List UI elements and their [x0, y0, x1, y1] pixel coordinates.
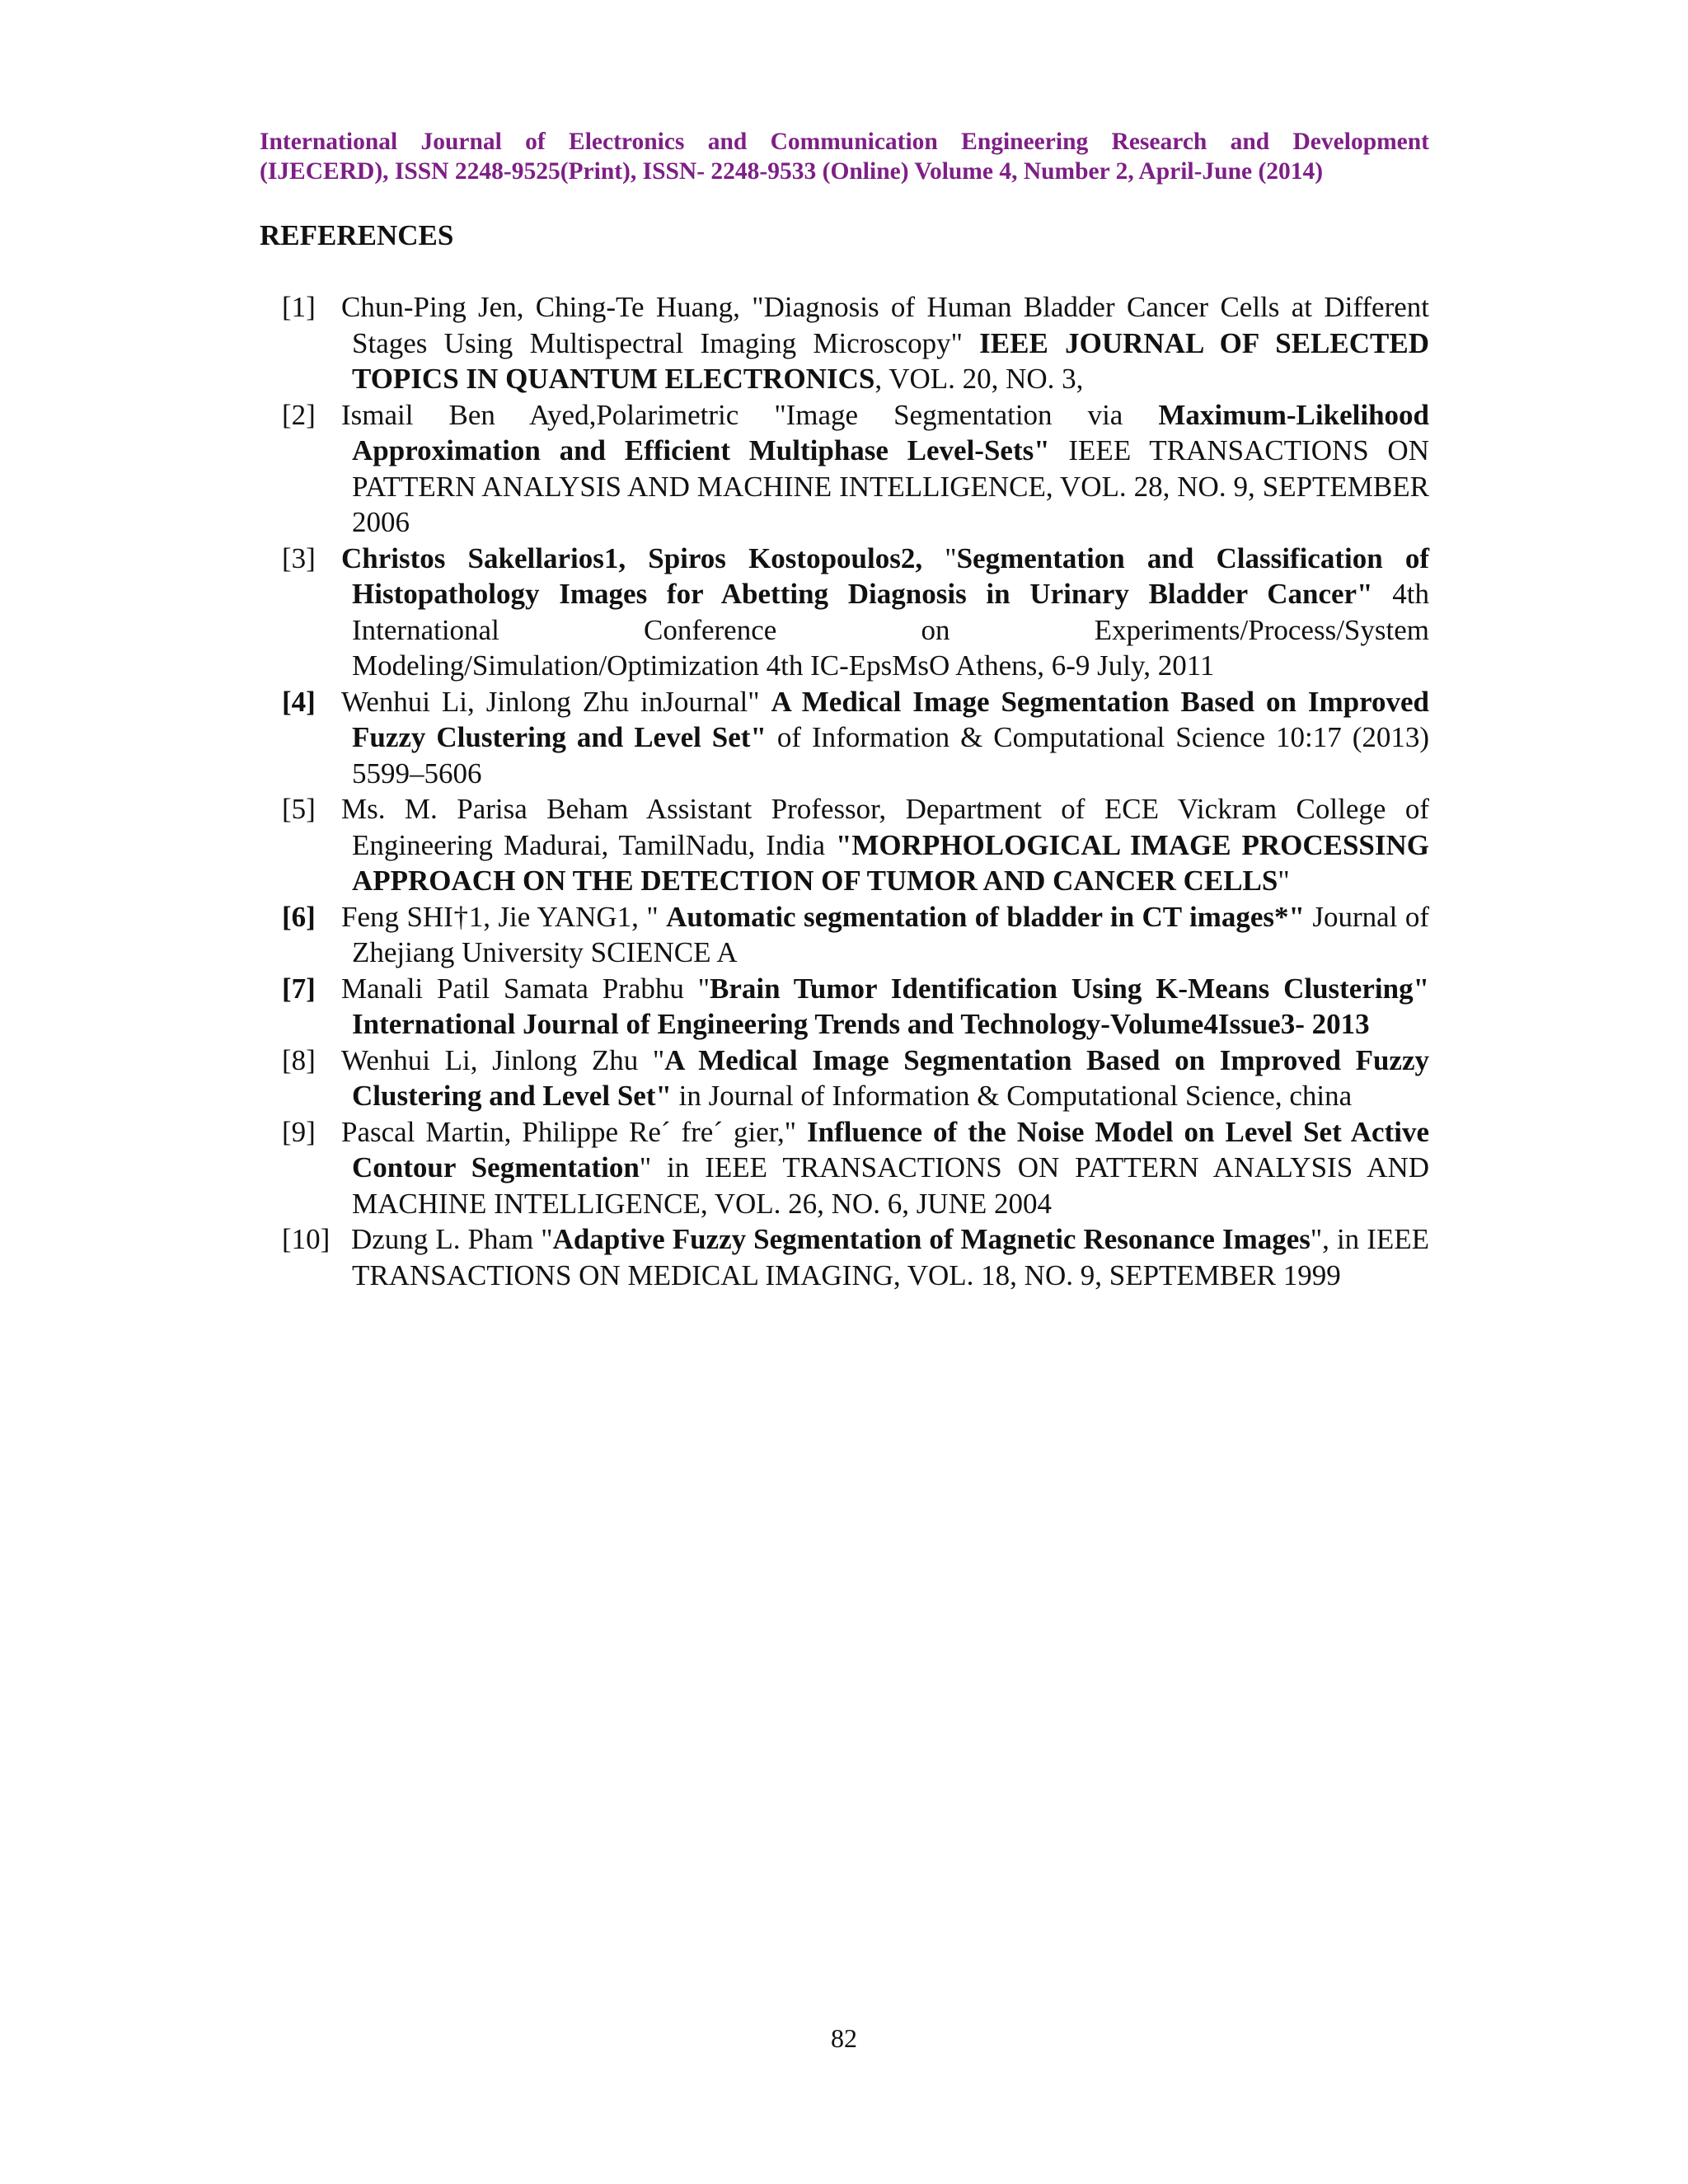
- reference-text-bold: Segmentation and Classification of Histopathology Images for Abetting Diagnosis in Urinary Bladder Cancer": [352, 541, 1429, 610]
- reference-item: [282, 684, 1429, 792]
- reference-text-bold: Influence of the Noise Model on Level Set Active Contour Segmentation: [352, 1115, 1429, 1183]
- reference-text-segment: Chun-Ping Jen, Ching-Te Huang, "Diagnosis of Human Bladder Cancer Cells at Different Stages Using Multispectral Imaging Microscopy": [341, 291, 1429, 359]
- reference-text-segment: Ms. M. Parisa Beham Assistant Professor, Department of ECE Vickram College of Engineering Madurai, TamilNadu, India: [341, 793, 1429, 861]
- reference-text-segment: Journal of Zhejiang University SCIENCE A: [352, 900, 1429, 968]
- reference-text-bold: IEEE JOURNAL OF SELECTED TOPICS IN QUANTUM ELECTRONICS: [352, 326, 1429, 395]
- reference-text-segment: Wenhui Li, Jinlong Zhu ": [341, 1043, 665, 1076]
- reference-text: [341, 1043, 1429, 1114]
- reference-item: [282, 971, 1429, 1043]
- reference-text-segment: in Journal of Information & Computational Science, china: [671, 1080, 1353, 1112]
- reference-text-segment: ": [922, 541, 957, 574]
- reference-item: [282, 899, 1429, 971]
- reference-item: [282, 1114, 1429, 1222]
- reference-number: [3]: [282, 541, 316, 574]
- reference-text: [341, 1114, 1429, 1222]
- reference-number: [2]: [282, 398, 316, 431]
- reference-text-segment: Wenhui Li, Jinlong Zhu inJournal": [341, 685, 771, 718]
- reference-number: [5]: [282, 793, 316, 825]
- reference-text-bold: A Medical Image Segmentation Based on Improved Fuzzy Clustering and Level Set": [352, 685, 1429, 753]
- reference-text: [341, 289, 1429, 397]
- reference-item: [282, 541, 1429, 684]
- reference-text-bold: A Medical Image Segmentation Based on Improved Fuzzy Clustering and Level Set": [352, 1043, 1429, 1112]
- reference-text-segment: IEEE TRANSACTIONS ON PATTERN ANALYSIS AND MACHINE INTELLIGENCE, VOL. 28, NO. 9, SEPTEMBER 2006: [352, 434, 1429, 538]
- reference-number: [9]: [282, 1115, 316, 1148]
- reference-text: [341, 397, 1429, 541]
- reference-number: [7]: [282, 972, 316, 1005]
- reference-item: [282, 289, 1429, 397]
- reference-item: [282, 1043, 1429, 1114]
- reference-text-bold: "MORPHOLOGICAL IMAGE PROCESSING APPROACH ON THE DETECTION OF TUMOR AND CANCER CELLS: [352, 828, 1429, 897]
- reference-number: [4]: [282, 685, 316, 718]
- reference-text-segment: " in IEEE TRANSACTIONS ON PATTERN ANALYSIS AND MACHINE INTELLIGENCE, VOL. 26, NO. 6, JUNE 2004: [352, 1151, 1429, 1220]
- reference-text: [341, 684, 1430, 792]
- reference-text: [341, 541, 1429, 684]
- reference-text-segment: , VOL. 20, NO. 3,: [874, 363, 1084, 395]
- reference-text-segment: ", in IEEE TRANSACTIONS ON MEDICAL IMAGING, VOL. 18, NO. 9, SEPTEMBER 1999: [352, 1223, 1430, 1291]
- reference-text-bold: Adaptive Fuzzy Segmentation of Magnetic Resonance Images: [552, 1223, 1311, 1255]
- reference-text: [341, 971, 1429, 1043]
- reference-text-segment: Dzung L. Pham ": [351, 1223, 553, 1255]
- reference-text-bold: Maximum-Likelihood Approximation and Efficient Multiphase Level-Sets": [352, 398, 1429, 466]
- journal-header: [260, 127, 1429, 186]
- reference-text-bold: Brain Tumor Identification Using K-Means Clustering" International Journal of Engineering Trends and Technology-Volume4Issue3- 2013: [352, 972, 1429, 1040]
- reference-text-segment: 4th International Conference on Experiments/Process/System Modeling/Simulation/Optimization 4th IC-EpsMsO Athens, 6-9 July, 2011: [352, 578, 1429, 682]
- reference-text-segment: Manali Patil Samata Prabhu ": [341, 972, 710, 1005]
- reference-text-segment: Feng SHI†1, Jie YANG1, ": [341, 900, 667, 933]
- reference-text-segment: ": [1278, 865, 1290, 897]
- reference-item: [282, 791, 1429, 899]
- reference-text-segment: of Information & Computational Science 10:17 (2013) 5599–5606: [352, 721, 1430, 790]
- reference-text-segment: Pascal Martin, Philippe Re´ fre´ gier,": [341, 1115, 807, 1148]
- reference-text: [341, 899, 1429, 971]
- section-title: REFERENCES: [260, 219, 454, 251]
- reference-text: [341, 791, 1429, 899]
- reference-text: [352, 1221, 1429, 1293]
- reference-list: [282, 289, 1429, 1293]
- reference-item: [282, 1221, 1429, 1293]
- reference-number: [1]: [282, 291, 316, 323]
- reference-text-bold: Christos Sakellarios1, Spiros Kostopoulos2,: [341, 541, 923, 574]
- journal-header-line-1: International Journal of Electronics and Communication Engineering Research and Development: [260, 129, 1429, 155]
- reference-number: [10]: [282, 1223, 331, 1255]
- reference-number: [6]: [282, 900, 316, 933]
- reference-text-bold: Automatic segmentation of bladder in CT images*": [666, 900, 1305, 933]
- reference-item: [282, 397, 1429, 541]
- reference-number: [8]: [282, 1043, 316, 1076]
- reference-text-segment: Ismail Ben Ayed,Polarimetric "Image Segmentation via: [341, 398, 1159, 431]
- journal-header-line-2: (IJECERD), ISSN 2248-9525(Print), ISSN- 2248-9533 (Online) Volume 4, Number 2, April-June (2014): [260, 158, 1324, 185]
- page-number: 82: [831, 2023, 857, 2053]
